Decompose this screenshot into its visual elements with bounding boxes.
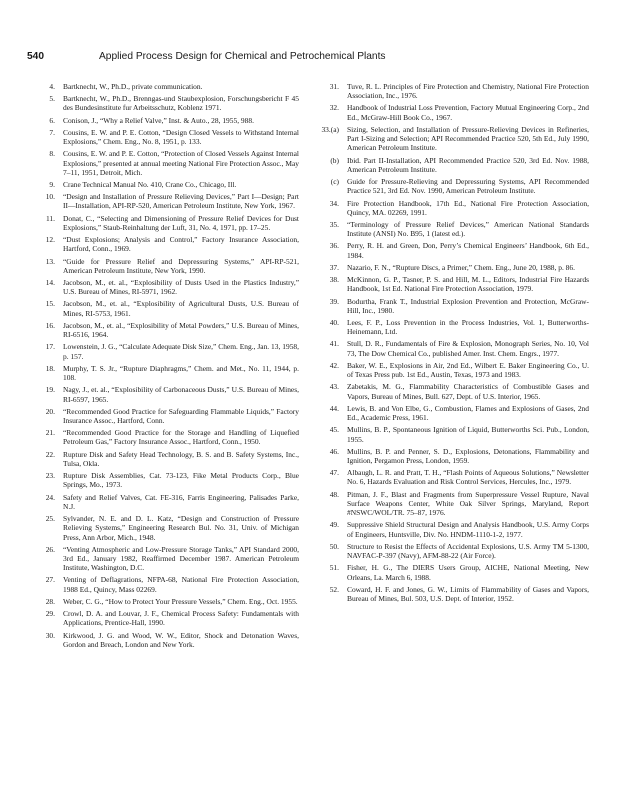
references-right-column: [321, 82, 589, 606]
reference-number: 30.: [45, 630, 55, 640]
reference-text: Rupture Disk Assemblies, Cat. 73-123, Fike Metal Products Corp., Blue Springs, Mo., 1973.: [63, 471, 299, 490]
reference-number: 43.: [329, 382, 339, 392]
reference-number: 15.: [45, 299, 55, 309]
reference-text: Cousins, E. W. and P. E. Cotton, “Protection of Closed Vessels Against Internal Explosions,” presented at annual meeting National Fire Protection Assoc., May 7–11, 1951, Detroit, Mich.: [63, 149, 299, 177]
reference-entry: [327, 404, 589, 423]
reference-text: Structure to Resist the Effects of Accidental Explosions, U.S. Army TM 5-1300, NAVFAC-P-397 (Navy), AFM-88-22 (Air Force).: [347, 541, 589, 561]
reference-number: 12.: [45, 235, 55, 245]
reference-number: 31.: [329, 82, 339, 91]
reference-entry: [43, 214, 299, 233]
reference-entry: [327, 156, 589, 175]
reference-number: 24.: [45, 492, 55, 502]
reference-number: 49.: [329, 520, 339, 530]
reference-text: Rupture Disk and Safety Head Technology, B. S. and B. Safety Systems, Inc., Tulsa, Okla.: [63, 449, 299, 468]
reference-text: Donat, C., “Selecting and Dimensioning of Pressure Relief Devices for Dust Explosions,” Staub-Reinhaltung der Luft, 31, No. 4, 1971, pp. 17–25.: [63, 213, 299, 232]
reference-number: 7.: [49, 127, 55, 137]
reference-entry: [327, 318, 589, 337]
reference-entry: [43, 128, 299, 147]
reference-text: Tuve, R. L. Principles of Fire Protection and Chemistry, National Fire Protection Association, Inc., 1976.: [347, 82, 589, 101]
reference-text: “Venting Atmospheric and Low-Pressure Storage Tanks,” API Standard 2000, 3rd Ed., January 1982, Reaffirmed December 1987. American Petroleum Institute, Washington, D.C.: [63, 544, 299, 573]
reference-entry: [43, 321, 299, 340]
reference-entry: [43, 342, 299, 361]
reference-text: Jacobson, M., et. al., “Explosibility of Metal Powders,” U.S. Bureau of Mines, RI-6516, 1964.: [63, 320, 299, 340]
reference-text: Albaugh, L. R. and Pratt, T. H., “Flash Points of Aqueous Solutions,” Newsletter No. 6, Hazards Evaluation and Risk Control Services, Hercules, Inc., 1979.: [347, 468, 589, 487]
reference-text: Nagy, J., et. al., “Explosibility of Carbonaceous Dusts,” U.S. Bureau of Mines, RI-6597, 1965.: [63, 385, 299, 404]
reference-text: Guide for Pressure-Relieving and Depressuring Systems, API Recommended Practice 521, 3rd Ed. Nov. 1990, American Petroleum Institute.: [347, 177, 589, 196]
reference-text: Zabetakis, M. G., Flammability Characteristics of Combustible Gases and Vapors, Bureau of Mines, Bull. 627, Dept. of U.S. Interior, 1965.: [347, 382, 589, 401]
reference-number: 48.: [329, 489, 339, 499]
reference-number: 41.: [329, 339, 339, 349]
reference-number: 34.: [329, 198, 339, 208]
reference-text: Crowl, D. A. and Louvar, J. F., Chemical Process Safety: Fundamentals with Applications, Prentice-Hall, 1990.: [63, 609, 299, 628]
reference-entry: [43, 149, 299, 177]
reference-text: Baker, W. E., Explosions in Air, 2nd Ed., Wilbert E. Baker Engineering Co., U. of Texas Press pub. 1st Ed., Austin, Texas, 1973 and 1983.: [347, 360, 589, 380]
reference-text: Murphy, T. S. Jr., “Rupture Diaphragms,” Chem. and Met., No. 11, 1944, p. 108.: [63, 363, 299, 383]
reference-entry: [43, 82, 299, 91]
reference-number: 26.: [45, 544, 55, 554]
reference-number: 36.: [329, 241, 339, 251]
reference-number: 25.: [45, 513, 55, 523]
reference-number: 22.: [45, 449, 55, 459]
reference-number: 11.: [45, 213, 55, 223]
reference-text: Cousins, E. W. and P. E. Cotton, “Design Closed Vessels to Withstand Internal Explosions,” Chem. Eng., No. 8, 1951, p. 133.: [63, 127, 299, 147]
reference-text: Ibid. Part II-Installation, API Recommended Practice 520, 3rd Ed. Nov. 1988, American Petroleum Institute.: [347, 155, 589, 174]
reference-entry: [321, 124, 589, 153]
reference-number: (c): [330, 177, 339, 187]
page-number: 540: [27, 51, 44, 62]
reference-text: Fire Protection Handbook, 17th Ed., National Fire Protection Association, Quincy, MA. 02269, 1991.: [347, 198, 589, 217]
reference-entry: [43, 385, 299, 404]
reference-text: Weber, C. G., “How to Protect Your Pressure Vessels,” Chem. Eng., Oct. 1955.: [63, 596, 298, 606]
reference-entry: [43, 575, 299, 594]
reference-entry: [327, 263, 589, 272]
reference-text: Sylvander, N. E. and D. L. Katz, “Design and Construction of Pressure Relieving Systems,” Engineering Research Bul. No. 31, Univ. of Michigan Press, Ann Arbor, Mich., 1948.: [63, 513, 299, 542]
reference-entry: [43, 471, 299, 490]
reference-number: 16.: [45, 320, 55, 330]
reference-entry: [327, 425, 589, 444]
reference-number: 50.: [329, 541, 339, 551]
reference-text: “Recommended Good Practice for the Storage and Handling of Liquefied Petroleum Gas,” Factory Insurance Assoc., Hartford, Conn., 1950.: [63, 428, 299, 447]
reference-number: 37.: [329, 262, 339, 272]
running-title: Applied Process Design for Chemical and Petrochemical Plants: [99, 51, 386, 62]
reference-number: 13.: [45, 256, 55, 266]
reference-entry: [327, 520, 589, 539]
reference-number: 5.: [49, 94, 55, 104]
reference-text: Bodurtha, Frank T., Industrial Explosion Prevention and Protection, McGraw-Hill, Inc., 1980.: [347, 296, 589, 315]
reference-number: 21.: [45, 428, 55, 438]
reference-number: 33.(a): [321, 124, 339, 134]
reference-text: Lees, F. P., Loss Prevention in the Process Industries, Vol. 1, Butterworths-Heinemann, Ltd.: [347, 317, 589, 337]
reference-number: 32.: [329, 103, 339, 113]
reference-entry: [43, 428, 299, 447]
reference-entry: [43, 299, 299, 318]
reference-entry: [43, 407, 299, 426]
reference-text: Venting of Deflagrations, NFPA-68, National Fire Protection Association, 1988 Ed., Quincy, Mass 02269.: [63, 575, 299, 594]
reference-entry: [43, 450, 299, 469]
reference-text: Mullins, B. P. and Penner, S. D., Explosions, Detonations, Flammability and Ignition, Pergamon Press, London, 1959.: [347, 446, 589, 465]
reference-text: Lowenstein, J. G., “Calculate Adequate Disk Size,” Chem. Eng., Jan. 13, 1958, p. 157.: [63, 342, 299, 361]
reference-number: 45.: [329, 425, 339, 435]
reference-entry: [327, 563, 589, 582]
reference-text: Crane Technical Manual No. 410, Crane Co., Chicago, Ill.: [63, 179, 237, 189]
reference-text: Fisher, H. G., The DIERS Users Group, AICHE, National Meeting, New Orleans, La. March 6, 1988.: [347, 563, 589, 582]
reference-entry: [327, 177, 589, 196]
reference-entry: [43, 631, 299, 650]
reference-text: Stull, D. R., Fundamentals of Fire & Explosion, Monograph Series, No. 10, Vol 73, The Dow Chemical Co., published Amer. Inst. Chem. Engrs., 1977.: [347, 339, 589, 358]
reference-text: Suppressive Shield Structural Design and Analysis Handbook, U.S. Army Corps of Engineers, Huntsville, Div. No. HNDM-1110-1-2, 1977.: [347, 520, 589, 539]
reference-entry: [43, 514, 299, 542]
reference-entry: [43, 180, 299, 189]
reference-number: 14.: [45, 277, 55, 287]
reference-entry: [327, 382, 589, 401]
reference-number: 27.: [45, 575, 55, 585]
reference-number: 10.: [45, 192, 55, 202]
reference-text: Nazario, F. N., “Rupture Discs, a Primer,” Chem. Eng., June 20, 1988, p. 86.: [347, 262, 575, 272]
reference-entry: [327, 490, 589, 518]
reference-entry: [327, 361, 589, 380]
reference-number: 6.: [49, 115, 55, 125]
reference-text: Handbook of Industrial Loss Prevention, Factory Mutual Engineering Corp., 2nd Ed., McGraw-Hill Book Co., 1967.: [347, 103, 589, 122]
reference-entry: [327, 447, 589, 466]
reference-entry: [43, 364, 299, 383]
reference-text: Jacobson, M., et. al., “Explosibility of Dusts Used in the Plastics Industry,” U.S. Bureau of Mines, RI-5971, 1962.: [63, 277, 299, 297]
reference-number: 40.: [329, 317, 339, 327]
reference-text: Bartknecht, W., Ph.D., private communication.: [63, 82, 203, 91]
reference-entry: [327, 542, 589, 561]
reference-entry: [43, 545, 299, 573]
page-header: [27, 51, 607, 65]
reference-number: 29.: [45, 609, 55, 619]
reference-number: 52.: [329, 584, 339, 594]
reference-entry: [327, 241, 589, 260]
reference-number: 38.: [329, 275, 339, 285]
reference-number: (b): [330, 155, 339, 165]
reference-entry: [327, 103, 589, 122]
reference-number: 42.: [329, 360, 339, 370]
reference-number: 8.: [49, 149, 55, 159]
reference-number: 18.: [45, 363, 55, 373]
reference-text: “Guide for Pressure Relief and Depressuring Systems,” API-RP-521, American Petroleum Institute, New York, 1990.: [63, 256, 299, 275]
reference-text: Perry, R. H. and Green, Don, Perry’s Chemical Engineers’ Handbook, 6th Ed., 1984.: [347, 241, 589, 260]
references-left-column: [43, 82, 299, 652]
reference-text: Conison, J., “Why a Relief Valve,” Inst. & Auto., 28, 1955, 988.: [63, 115, 254, 125]
reference-number: 46.: [329, 446, 339, 456]
reference-number: 51.: [329, 563, 339, 573]
reference-text: Lewis, B. and Von Elbe, G., Combustion, Flames and Explosions of Gases, 2nd Ed., Academic Press, 1961.: [347, 403, 589, 423]
reference-text: Kirkwood, J. G. and Wood, W. W., Editor, Shock and Detonation Waves, Gordon and Breach, London and New York.: [63, 630, 299, 649]
reference-entry: [43, 235, 299, 254]
reference-entry: [43, 192, 299, 211]
reference-number: 35.: [329, 220, 339, 229]
reference-text: Pitman, J. F., Blast and Fragments from Superpressure Vessel Rupture, Naval Surface Weapons Center, White Oak Silver Springs, Maryland, Report #NSWC/WOL/TR. 75–87, 1976.: [347, 489, 589, 518]
reference-entry: [327, 339, 589, 358]
reference-number: 28.: [45, 596, 55, 606]
reference-text: Sizing, Selection, and Installation of Pressure-Relieving Devices in Refineries, Part I-Sizing and Selection; API Recommended Practice 520, 5th Ed., July 1990, American Petroleum Institute.: [347, 124, 589, 153]
reference-number: 23.: [45, 471, 55, 481]
reference-entry: [43, 278, 299, 297]
reference-entry: [327, 199, 589, 218]
reference-text: “Recommended Good Practice for Safeguarding Flammable Liquids,” Factory Insurance Assoc., Hartford, Conn.: [63, 406, 299, 425]
reference-number: 4.: [49, 82, 55, 91]
reference-entry: [43, 94, 299, 113]
reference-text: Coward, H. F. and Jones, G. W., Limits of Flammability of Gases and Vapors, Bureau of Mines, Bul. 503, U.S. Dept. of Interior, 1952.: [347, 584, 589, 603]
reference-text: Jacobson, M., et. al., “Explosibility of Agricultural Dusts, U.S. Bureau of Mines, RI-5753, 1961.: [63, 299, 299, 318]
reference-entry: [327, 585, 589, 604]
reference-text: “Design and Installation of Pressure Relieving Devices,” Part I—Design; Part II—Installation, API-RP-520, American Petroleum Institute, New York, 1967.: [63, 192, 299, 211]
reference-entry: [327, 275, 589, 294]
reference-number: 39.: [329, 296, 339, 306]
reference-entry: [43, 597, 299, 606]
reference-number: 20.: [45, 406, 55, 416]
reference-number: 47.: [329, 468, 339, 478]
reference-number: 17.: [45, 342, 55, 352]
reference-entry: [43, 493, 299, 512]
reference-entry: [327, 297, 589, 316]
reference-text: “Terminology of Pressure Relief Devices,” American National Standards Institute (ANSI) No. B95, 1 (latest ed.).: [347, 220, 589, 239]
reference-text: Bartknecht, W., Ph.D., Brenngas-und Staubexplosion, Forschungsbericht F 45 des Bundesinstitute fur Arbeitsschutz, Koblenz 1971.: [63, 94, 299, 113]
reference-number: 9.: [49, 179, 55, 189]
reference-number: 19.: [45, 385, 55, 395]
reference-text: Mullins, B. P., Spontaneous Ignition of Liquid, Butterworths Sci. Pub., London, 1955.: [347, 425, 589, 444]
reference-text: Safety and Relief Valves, Cat. FE-316, Farris Engineering, Palisades Parke, N.J.: [63, 492, 299, 511]
reference-text: McKinnon, G. P., Tasner, P. S. and Hill, M. L., Editors, Industrial Fire Hazards Handbook, 1st Ed. National Fire Protection Association, 1979.: [347, 275, 589, 294]
reference-entry: [43, 116, 299, 125]
reference-entry: [327, 468, 589, 487]
reference-entry: [43, 609, 299, 628]
reference-number: 44.: [329, 403, 339, 413]
reference-entry: [43, 257, 299, 276]
reference-text: “Dust Explosions; Analysis and Control,” Factory Insurance Association, Hartford, Conn., 1969.: [63, 235, 299, 254]
reference-entry: [327, 82, 589, 101]
reference-entry: [327, 220, 589, 239]
